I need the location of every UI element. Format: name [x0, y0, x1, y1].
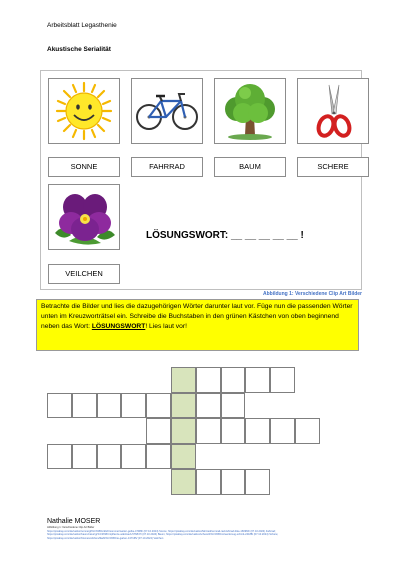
crossword-cell[interactable]: [196, 393, 221, 419]
crossword-solution-cell[interactable]: [171, 444, 196, 470]
crossword-solution-cell[interactable]: [171, 393, 196, 419]
crossword-solution-cell[interactable]: [171, 469, 196, 495]
author-name: Nathalie MOSER: [47, 518, 101, 525]
crossword-cell[interactable]: [221, 418, 246, 444]
crossword-cell[interactable]: [72, 393, 97, 419]
crossword-cell[interactable]: [121, 393, 146, 419]
crossword-cell[interactable]: [97, 444, 122, 470]
credits-line[interactable]: https://pixabay.com/de/vektor/sonne/gl%C3%BCcklich/sommer/wetter-gelbe-47083/ (07.10.2024) Sonne; https://pixabay.com/de/vektor/fahrrad/rennrad-rad-fahrrad-bike-160966/ (07.10.2024) Fahrrad;: [47, 529, 276, 533]
crossword-cell[interactable]: [221, 393, 246, 419]
instruction-text-end: ! Lies laut vor!: [145, 323, 187, 330]
crossword-cell[interactable]: [196, 367, 221, 393]
instruction-keyword: LÖSUNGSWORT: [91, 323, 146, 330]
crossword-cell[interactable]: [221, 367, 246, 393]
bicycle-icon: [132, 79, 202, 143]
figure-caption: Abbildung 1: Verschiedene Clip Art Bilder: [263, 291, 362, 297]
crossword-cell[interactable]: [146, 444, 171, 470]
word-label-schere: SCHERE: [297, 157, 369, 177]
credits-line: Abbildung 1: Verschiedene Clip Art Bilder: [47, 526, 95, 529]
tree-picture: [214, 78, 286, 144]
word-label-sonne: SONNE: [48, 157, 120, 177]
bicycle-picture: [131, 78, 203, 144]
crossword-cell[interactable]: [245, 367, 270, 393]
sun-picture: [48, 78, 120, 144]
word-label-veilchen: VEILCHEN: [48, 264, 120, 284]
image-credits: [47, 526, 377, 540]
section-title: Akustische Serialität: [47, 46, 111, 53]
crossword-solution-cell[interactable]: [171, 418, 196, 444]
document-title: Arbeitsblatt Legasthenie: [47, 22, 117, 29]
credits-line[interactable]: https://pixabay.com/de/vektor/blume/veilchen/lila/bl%C3%BCte-garten-137165/ (07.10.2024) Veilchen: [47, 536, 164, 540]
crossword-cell[interactable]: [72, 444, 97, 470]
credits-line[interactable]: https://pixabay.com/de/vektor/baum/natur/gr%C3%BCn/pflanze-wald-laub-576847/ (07.10.2024) Baum; https://pixabay.com/de/vektor/schere/b%C3%BCro/werkzeug-schnitt-24188/ (07.10.2024) Schere;: [47, 533, 279, 537]
solution-word-label: LÖSUNGSWORT: __ __ __ __ __ !: [146, 230, 304, 241]
tree-icon: [215, 79, 285, 143]
crossword-cell[interactable]: [295, 418, 320, 444]
crossword-cell[interactable]: [270, 367, 295, 393]
crossword-cell[interactable]: [97, 393, 122, 419]
crossword-cell[interactable]: [270, 418, 295, 444]
crossword-cell[interactable]: [121, 444, 146, 470]
word-label-baum: BAUM: [214, 157, 286, 177]
instruction-box: [36, 299, 359, 351]
crossword-cell[interactable]: [245, 418, 270, 444]
crossword-cell[interactable]: [146, 393, 171, 419]
crossword-solution-cell[interactable]: [171, 367, 196, 393]
word-label-fahrrad: FAHRRAD: [131, 157, 203, 177]
crossword-cell[interactable]: [196, 418, 221, 444]
crossword-cell[interactable]: [196, 469, 221, 495]
violet-flower-icon: [49, 185, 119, 249]
crossword-cell[interactable]: [221, 469, 246, 495]
crossword-cell[interactable]: [146, 418, 171, 444]
picture-panel: [40, 70, 362, 290]
scissors-icon: [298, 79, 368, 143]
scissors-picture: [297, 78, 369, 144]
crossword-cell[interactable]: [47, 444, 72, 470]
violet-picture: [48, 184, 120, 250]
crossword-cell[interactable]: [245, 469, 270, 495]
crossword-cell[interactable]: [47, 393, 72, 419]
sun-icon: [49, 79, 119, 143]
instruction-text: Betrachte die Bilder und lies die dazugehörigen Wörter darunter laut vor. Füge nun die passenden Wörter unten im Kreuzworträtsel ein. Schreibe die Buchstaben in den grünen Kästchen von oben beginnend neben das Wort:: [41, 303, 353, 330]
